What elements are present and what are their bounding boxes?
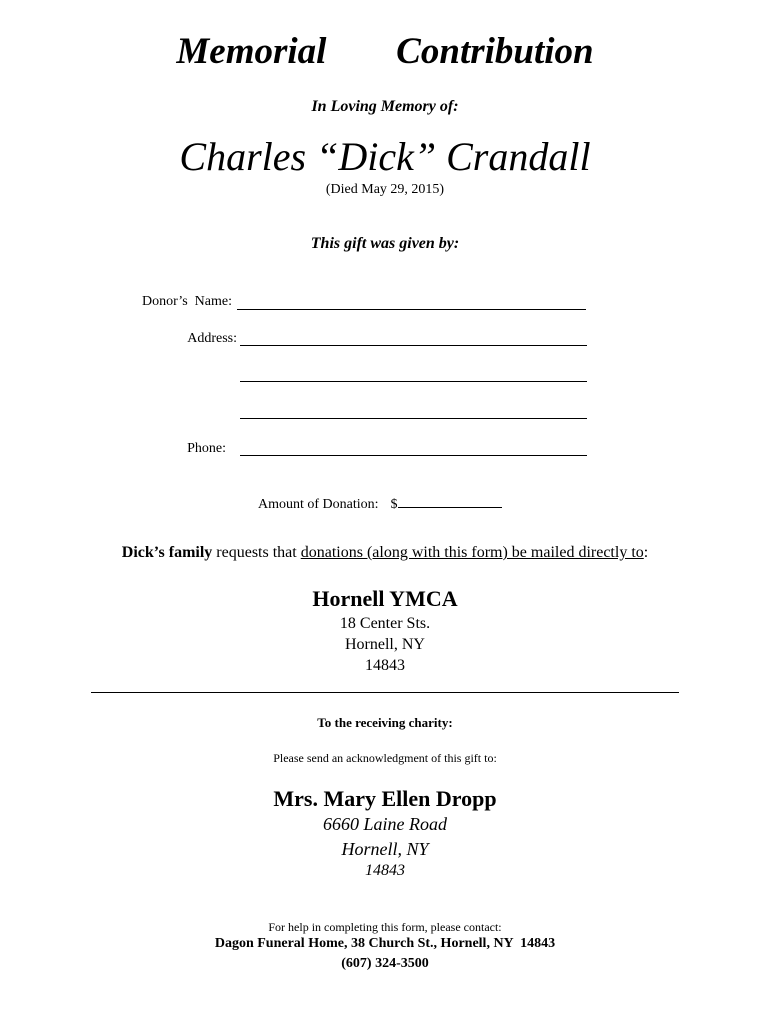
mailing-request [0,544,770,562]
address-field-line-2[interactable] [240,381,587,382]
funeral-home-phone: (607) 324-3500 [341,956,429,971]
recipient-zip: 14843 [365,862,405,879]
memory-label: In Loving Memory of: [311,98,459,115]
charity-name: Hornell YMCA [312,586,458,611]
address-field-line-3[interactable] [240,418,587,419]
amount-field[interactable] [398,495,502,508]
address-label: Address: [187,331,237,346]
dollar-sign: $ [390,497,398,512]
form-title: Memorial Contribution [176,31,594,72]
died-date: (Died May 29, 2015) [325,182,445,197]
family-label: Dick’s family [121,544,213,561]
address-field-line-1[interactable] [240,345,587,346]
phone-field[interactable] [240,455,587,456]
acknowledgment-instruction: Please send an acknowledgment of this gift to: [273,751,497,765]
donor-name-field[interactable] [237,309,586,310]
request-underlined: donations (along with this form) be mailed directly to [300,544,644,561]
recipient-city: Hornell, NY [341,839,429,859]
given-by-heading: This gift was given by: [310,235,460,252]
charity-city: Hornell, NY [345,636,425,653]
recipient-name: Mrs. Mary Ellen Dropp [273,786,497,811]
charity-street: 18 Center Sts. [339,615,431,632]
funeral-home: Dagon Funeral Home, 38 Church St., Hornell, NY 14843 [214,936,556,951]
help-text: For help in completing this form, please contact: [268,920,502,934]
donor-name-label: Donor’s Name: [142,294,232,309]
request-text: requests that [212,544,301,561]
amount-label: Amount of Donation: [258,497,379,512]
receiving-charity-heading: To the receiving charity: [317,715,453,730]
honoree-name: Charles “Dick” Crandall [179,134,591,179]
request-end: : [643,544,649,561]
recipient-street: 6660 Laine Road [323,814,447,834]
amount-row [258,495,502,513]
phone-label: Phone: [187,441,226,456]
charity-zip: 14843 [365,657,405,674]
divider [91,692,679,693]
